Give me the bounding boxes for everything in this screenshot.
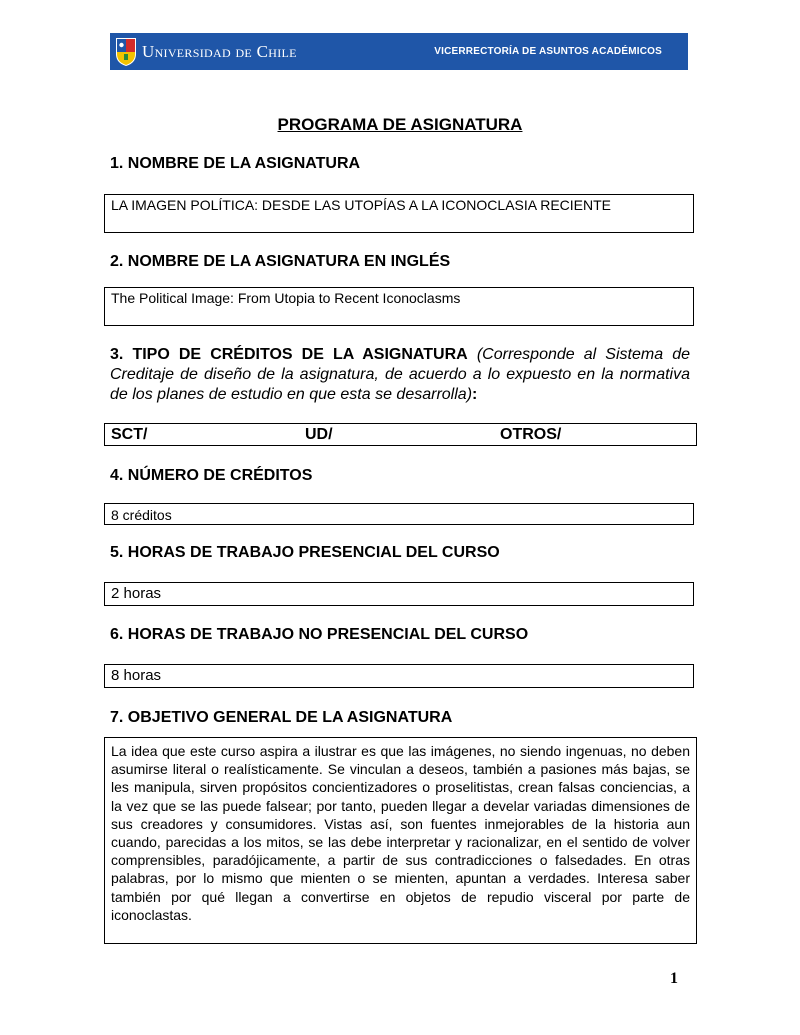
section-7-heading: 7. OBJETIVO GENERAL DE LA ASIGNATURA (110, 709, 453, 726)
presential-hours-box (104, 582, 694, 606)
page-number: 1 (670, 970, 678, 987)
header-banner (110, 33, 688, 70)
section-4-heading: 4. NÚMERO DE CRÉDITOS (110, 467, 313, 484)
course-name-box (104, 194, 694, 233)
credit-option-ud: UD/ (305, 426, 333, 443)
university-name: Universidad de Chile (142, 42, 297, 61)
credit-type-row (104, 423, 697, 446)
presential-hours-value: 2 horas (111, 585, 162, 602)
course-name-value: LA IMAGEN POLÍTICA: DESDE LAS UTOPÍAS A LA ICONOCLASIA RECIENTE (111, 197, 612, 213)
document-title: PROGRAMA DE ASIGNATURA (277, 115, 523, 134)
section-3-paragraph (110, 345, 690, 405)
section-2-heading: 2. NOMBRE DE LA ASIGNATURA EN INGLÉS (110, 253, 451, 270)
general-objective-text: La idea que este curso aspira a ilustrar es que las imágenes, no siendo ingenuas, no deben asumirse literal o realísticamente. Se vinculan a deseos, también a pasiones más bajas, se les manipula, sirven propósitos concientizadores o proselitistas, crean falsas conciencias, a la vez que se las puede falsear; por tanto, pueden llegar a develar variadas dimensiones de sus creadores y consumidores. Vistas así, son fuentes inmejorables de la historia aun cuando, parecidas a los mitos, se las debe interpretar y racionalizar, en el sentido de volver comprensibles, paradójicamente, a partir de sus contradicciones o falsedades. En otras palabras, por lo mismo que mienten o se mienten, apuntan a verdades. Interesa saber también por qué llegan a convertirse en objetos de repudio visceral por parte de iconoclastas. (111, 743, 690, 923)
course-name-english-box (104, 287, 694, 326)
section-6-heading: 6. HORAS DE TRABAJO NO PRESENCIAL DEL CURSO (110, 626, 529, 643)
credits-box (104, 503, 694, 525)
credits-value: 8 créditos (111, 507, 172, 523)
vicerrectoria-label: VICERRECTORÍA DE ASUNTOS ACADÉMICOS (434, 46, 662, 57)
university-crest-icon (114, 36, 138, 67)
section-3-heading: 3. TIPO DE CRÉDITOS DE LA ASIGNATURA (110, 346, 468, 363)
non-presential-hours-box (104, 664, 694, 688)
credit-option-otros: OTROS/ (500, 426, 562, 443)
section-3-colon: : (472, 386, 478, 403)
general-objective-box (104, 737, 697, 944)
course-name-english-value: The Political Image: From Utopia to Recent Iconoclasms (111, 290, 461, 306)
section-3-note: (Corresponde al Sistema de Creditaje de diseño de la asignatura, de acuerdo a lo expuesto en la normativa de los planes de estudio en que esta se desarrolla) (110, 346, 690, 403)
section-1-heading: 1. NOMBRE DE LA ASIGNATURA (110, 155, 361, 172)
credit-option-sct: SCT/ (111, 426, 148, 443)
section-5-heading: 5. HORAS DE TRABAJO PRESENCIAL DEL CURSO (110, 544, 500, 561)
non-presential-hours-value: 8 horas (111, 667, 162, 684)
